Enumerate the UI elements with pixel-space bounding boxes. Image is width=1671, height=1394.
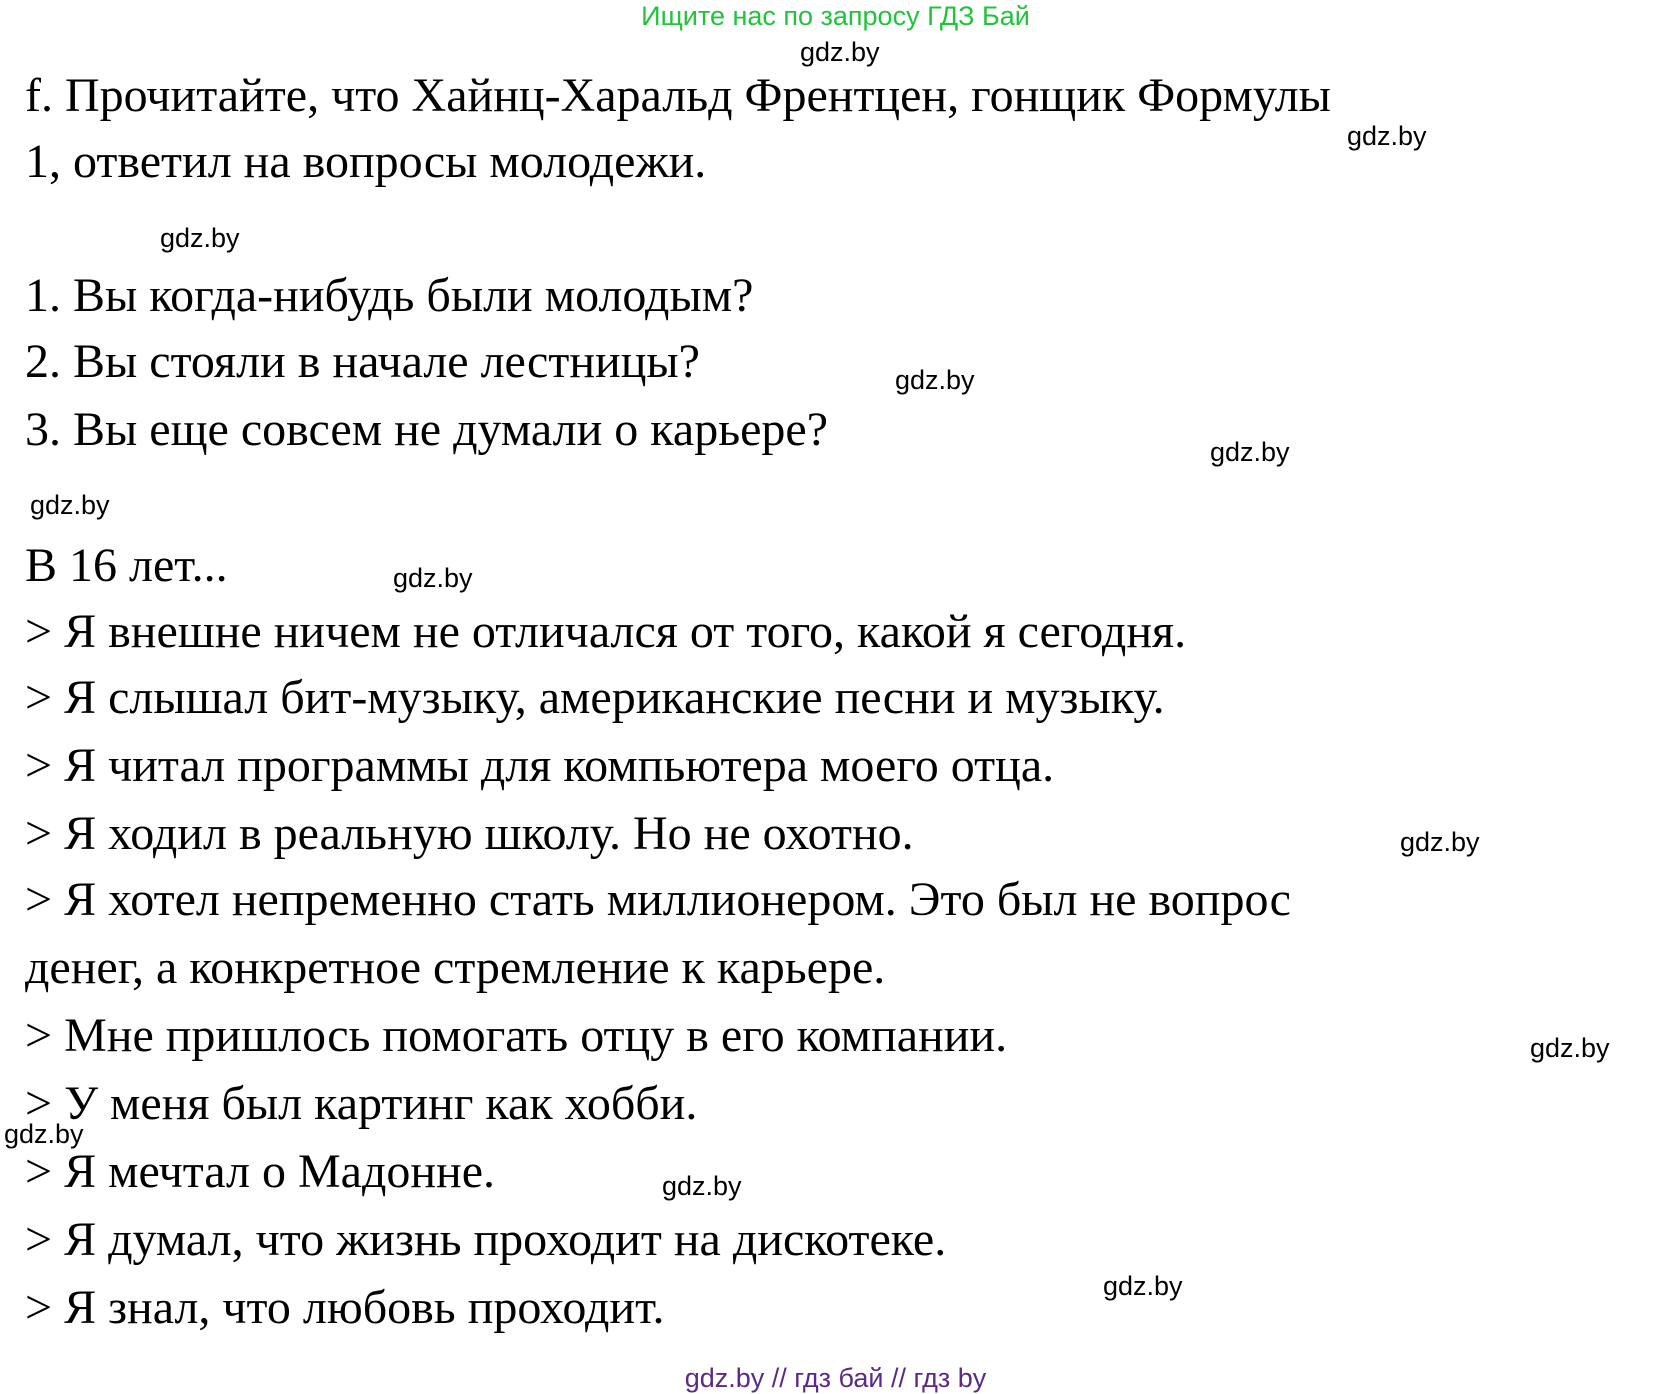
watermark: gdz.by (1210, 437, 1290, 467)
answer-line-2: > Я слышал бит-музыку, американские песни и музыку. (25, 671, 1165, 724)
answer-line-7: > Мне пришлось помогать отцу в его компании. (25, 1009, 1008, 1062)
watermark: gdz.by (1347, 121, 1427, 151)
answer-line-9: > Я мечтал о Мадонне. (25, 1145, 496, 1198)
answer-line-3: > Я читал программы для компьютера моего отца. (25, 739, 1055, 792)
watermark: gdz.by (393, 563, 473, 593)
watermark: gdz.by (1103, 1271, 1183, 1301)
search-banner: Ищите нас по запросу ГДЗ Бай (641, 1, 1030, 31)
answer-line-1: > Я внешне ничем не отличался от того, какой я сегодня. (25, 605, 1187, 658)
answer-line-11: > Я знал, что любовь проходит. (25, 1281, 665, 1334)
answer-line-5: > Я хотел непременно стать миллионером. Это был не вопрос (25, 873, 1291, 926)
watermark: gdz.by (1400, 827, 1480, 857)
question-3: 3. Вы еще совсем не думали о карьере? (25, 403, 828, 456)
watermark: gdz.by (895, 365, 975, 395)
answer-line-4: > Я ходил в реальную школу. Но не охотно. (25, 807, 914, 860)
watermark: gdz.by (1530, 1033, 1610, 1063)
watermark: gdz.by (30, 490, 110, 520)
question-2: 2. Вы стояли в начале лестницы? (25, 335, 700, 388)
watermark: gdz.by (4, 1119, 84, 1149)
answer-line-10: > Я думал, что жизнь проходит на дискотеке. (25, 1213, 947, 1266)
age-heading: В 16 лет... (25, 539, 228, 592)
watermark: gdz.by (160, 223, 240, 253)
watermark: gdz.by (662, 1171, 742, 1201)
exercise-title-line-2: 1, ответил на вопросы молодежи. (25, 135, 707, 188)
footer-links: gdz.by // гдз бай // гдз by (684, 1363, 987, 1393)
answer-line-6: денег, а конкретное стремление к карьере. (25, 941, 886, 994)
exercise-title-line-1: f. Прочитайте, что Хайнц-Харальд Френтцен, гонщик Формулы (25, 69, 1331, 122)
watermark: gdz.by (800, 37, 880, 67)
question-1: 1. Вы когда-нибудь были молодым? (25, 269, 754, 322)
answer-line-8: > У меня был картинг как хобби. (25, 1077, 698, 1130)
